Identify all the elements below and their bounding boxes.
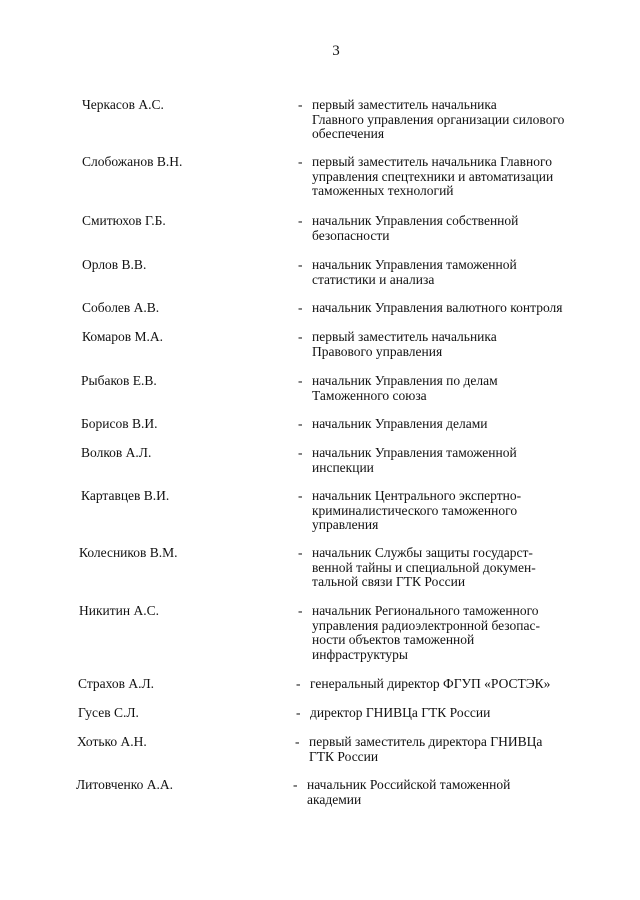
person-name: Борисов В.И. (81, 416, 158, 431)
position-title-line: инспекции (312, 459, 374, 475)
person-name: Страхов А.Л. (78, 676, 155, 691)
page-number: 3 (332, 43, 340, 59)
separator-dash: - (298, 97, 303, 112)
position-title (307, 778, 607, 807)
separator-dash: - (296, 705, 301, 720)
position-title-line: начальник Управления валютного контроля (312, 300, 563, 315)
position-title-line: Таможенного союза (312, 387, 427, 403)
position-title-line: начальник Российской таможенной (307, 777, 511, 792)
position-title-line: первый заместитель начальника (312, 329, 497, 344)
position-title-line: Главного управления организации силового (312, 111, 565, 127)
separator-dash: - (298, 213, 303, 228)
position-title-line: генеральный директор ФГУП «РОСТЭК» (310, 676, 551, 691)
person-name: Гусев С.Л. (78, 705, 139, 720)
separator-dash: - (298, 300, 303, 315)
separator-dash: - (298, 416, 303, 431)
position-title (312, 258, 612, 287)
person-name: Комаров М.А. (82, 329, 164, 344)
position-title-line: безопасности (312, 227, 390, 243)
position-title-line: обеспечения (312, 126, 385, 141)
person-name: Колесников В.М. (79, 545, 178, 560)
position-title (310, 706, 610, 721)
separator-dash: - (298, 445, 303, 460)
position-title-line: управления спецтехники и автоматизации (312, 168, 554, 184)
person-name: Картавцев В.И. (81, 488, 170, 503)
position-title-line: начальник Центрального экспертно- (312, 488, 522, 503)
separator-dash: - (293, 777, 298, 792)
position-title (312, 546, 612, 590)
position-title (312, 446, 612, 475)
position-title-line: инфраструктуры (312, 646, 408, 662)
position-title-line: тальной связи ГТК России (312, 574, 466, 589)
separator-dash: - (298, 603, 303, 618)
position-title-line: начальник Службы защиты государст- (312, 545, 533, 560)
position-title-line: начальник Управления таможенной (312, 257, 517, 272)
position-title-line: начальник Управления по делам (312, 373, 498, 388)
position-title-line: ГТК России (309, 748, 379, 764)
separator-dash: - (296, 676, 301, 691)
separator-dash: - (295, 734, 300, 749)
position-title (312, 330, 612, 359)
position-title (312, 301, 612, 316)
person-name: Волков А.Л. (81, 445, 152, 460)
person-name: Никитин А.С. (79, 603, 159, 618)
position-title-line: управления (312, 517, 379, 532)
separator-dash: - (298, 488, 303, 503)
separator-dash: - (298, 373, 303, 388)
position-title (312, 417, 612, 432)
position-title-line: управления радиоэлектронной безопас- (312, 617, 541, 633)
separator-dash: - (298, 545, 303, 560)
person-name: Смитюхов Г.Б. (82, 213, 166, 228)
position-title-line: академии (307, 791, 362, 807)
position-title-line: начальник Управления собственной (312, 213, 519, 228)
position-title-line: начальник Управления таможенной (312, 445, 517, 460)
position-title (309, 735, 609, 764)
position-title-line: первый заместитель начальника (312, 97, 497, 112)
separator-dash: - (298, 154, 303, 169)
person-name: Рыбаков Е.В. (81, 373, 157, 388)
person-name: Литовченко А.А. (76, 777, 173, 792)
position-title (312, 98, 612, 142)
separator-dash: - (298, 257, 303, 272)
position-title (312, 155, 612, 199)
position-title-line: венной тайны и специальной докумен- (312, 559, 536, 575)
position-title (312, 214, 612, 243)
position-title (312, 374, 612, 403)
position-title-line: ности объектов таможенной (312, 632, 475, 647)
position-title-line: начальник Управления делами (312, 416, 488, 431)
separator-dash: - (298, 329, 303, 344)
position-title-line: криминалистического таможенного (312, 502, 518, 518)
position-title-line: начальник Регионального таможенного (312, 603, 539, 618)
position-title-line: Правового управления (312, 343, 443, 359)
person-name: Орлов В.В. (82, 257, 147, 272)
position-title (312, 489, 612, 533)
person-name: Хотько А.Н. (77, 734, 147, 749)
position-title-line: таможенных технологий (312, 183, 454, 198)
person-name: Черкасов А.С. (82, 97, 164, 112)
position-title (310, 677, 610, 692)
person-name: Слобожанов В.Н. (82, 154, 183, 169)
position-title-line: первый заместитель директора ГНИВЦа (309, 734, 543, 749)
position-title-line: первый заместитель начальника Главного (312, 154, 552, 169)
position-title-line: статистики и анализа (312, 271, 435, 287)
person-name: Соболев А.В. (82, 300, 160, 315)
position-title-line: директор ГНИВЦа ГТК России (310, 705, 491, 720)
position-title (312, 604, 612, 662)
